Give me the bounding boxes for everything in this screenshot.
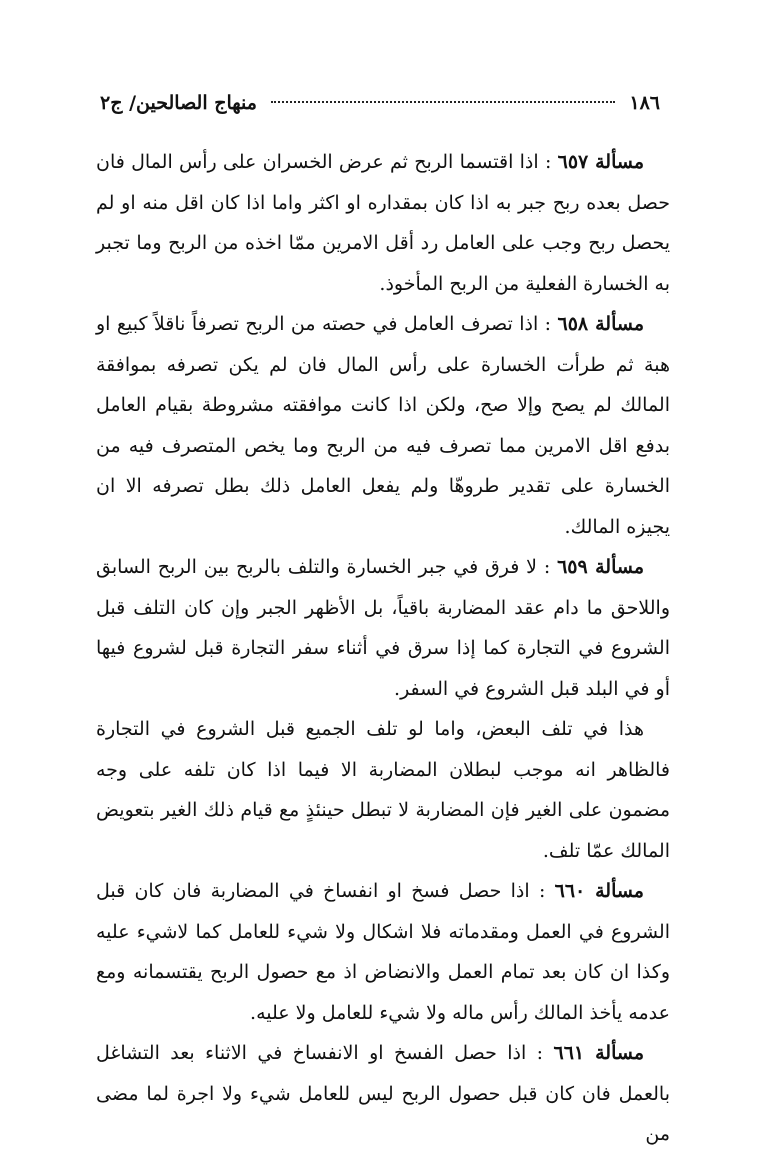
- issue-label: مسألة ٦٦٠: [554, 880, 644, 902]
- page-number: ١٨٦: [629, 92, 660, 114]
- issue-text: : اذا اقتسما الربح ثم عرض الخسران على رأس المال فان حصل بعده ربح جبر به اذا كان بمقداره او اكثر واما اذا كان اقل منه او لم يحصل ربح وجب على العامل رد أقل الامرين ممّا اخذه من الربح وما تجبر به الخسارة الفعلية من الربح المأخوذ.: [96, 151, 670, 295]
- page-header: [100, 92, 660, 126]
- page-body: [96, 142, 670, 1155]
- issue-text: : اذا حصل فسخ او انفساخ في المضاربة فان كان قبل الشروع في العمل ومقدماته فلا اشكال ولا شيء للعامل كما لاشيء عليه وكذا ان كان بعد تمام العمل والانضاض اذ مع حصول الربح يقتسمانه ومع عدمه يأخذ المالك رأس ماله ولا شيء للعامل ولا عليه.: [96, 880, 670, 1024]
- paragraph-continuation: [96, 709, 670, 871]
- issue-label: مسألة ٦٦١: [553, 1042, 644, 1064]
- paragraph-issue-658: [96, 304, 670, 547]
- header-dot-leader: [271, 101, 615, 103]
- issue-text: : اذا تصرف العامل في حصته من الربح تصرفاً ناقلاً كبيع او هبة ثم طرأت الخسارة على رأس المال فان لم يكن تصرفه بموافقة المالك لم يصح وإلا صح، ولكن اذا كانت موافقته مشروطة بقيام العامل بدفع اقل الامرين مما تصرف فيه من الربح وما يخص المتصرف فيه من الخسارة على تقدير طروهّا ولم يفعل العامل ذلك بطل تصرفه الا ان يجيزه المالك.: [96, 313, 670, 538]
- continuation-text: هذا في تلف البعض، واما لو تلف الجميع قبل الشروع في التجارة فالظاهر انه موجب لبطلان المضاربة الا فيما اذا كان تلفه على وجه مضمون على الغير فإن المضاربة لا تبطل حينئذٍ مع قيام ذلك الغير بتعويض المالك عمّا تلف.: [96, 718, 670, 862]
- paragraph-issue-657: [96, 142, 670, 304]
- issue-label: مسألة ٦٥٧: [557, 151, 645, 173]
- paragraph-issue-661: [96, 1033, 670, 1155]
- issue-text: : اذا حصل الفسخ او الانفساخ في الاثناء بعد التشاغل بالعمل فان كان قبل حصول الربح ليس للعامل شيء ولا اجرة لما مضى من: [96, 1042, 670, 1145]
- issue-label: مسألة ٦٥٩: [557, 556, 644, 578]
- issue-text: : لا فرق في جبر الخسارة والتلف بالربح بين الربح السابق واللاحق ما دام عقد المضاربة باقياً، بل الأظهر الجبر وإن كان التلف قبل الشروع في التجارة كما إذا سرق في أثناء سفر التجارة قبل لشروع فيها أو في البلد قبل الشروع في السفر.: [96, 556, 670, 700]
- book-title: منهاج الصالحين/ ج٢: [100, 92, 257, 114]
- issue-label: مسألة ٦٥٨: [557, 313, 644, 335]
- paragraph-issue-660: [96, 871, 670, 1033]
- paragraph-issue-659: [96, 547, 670, 709]
